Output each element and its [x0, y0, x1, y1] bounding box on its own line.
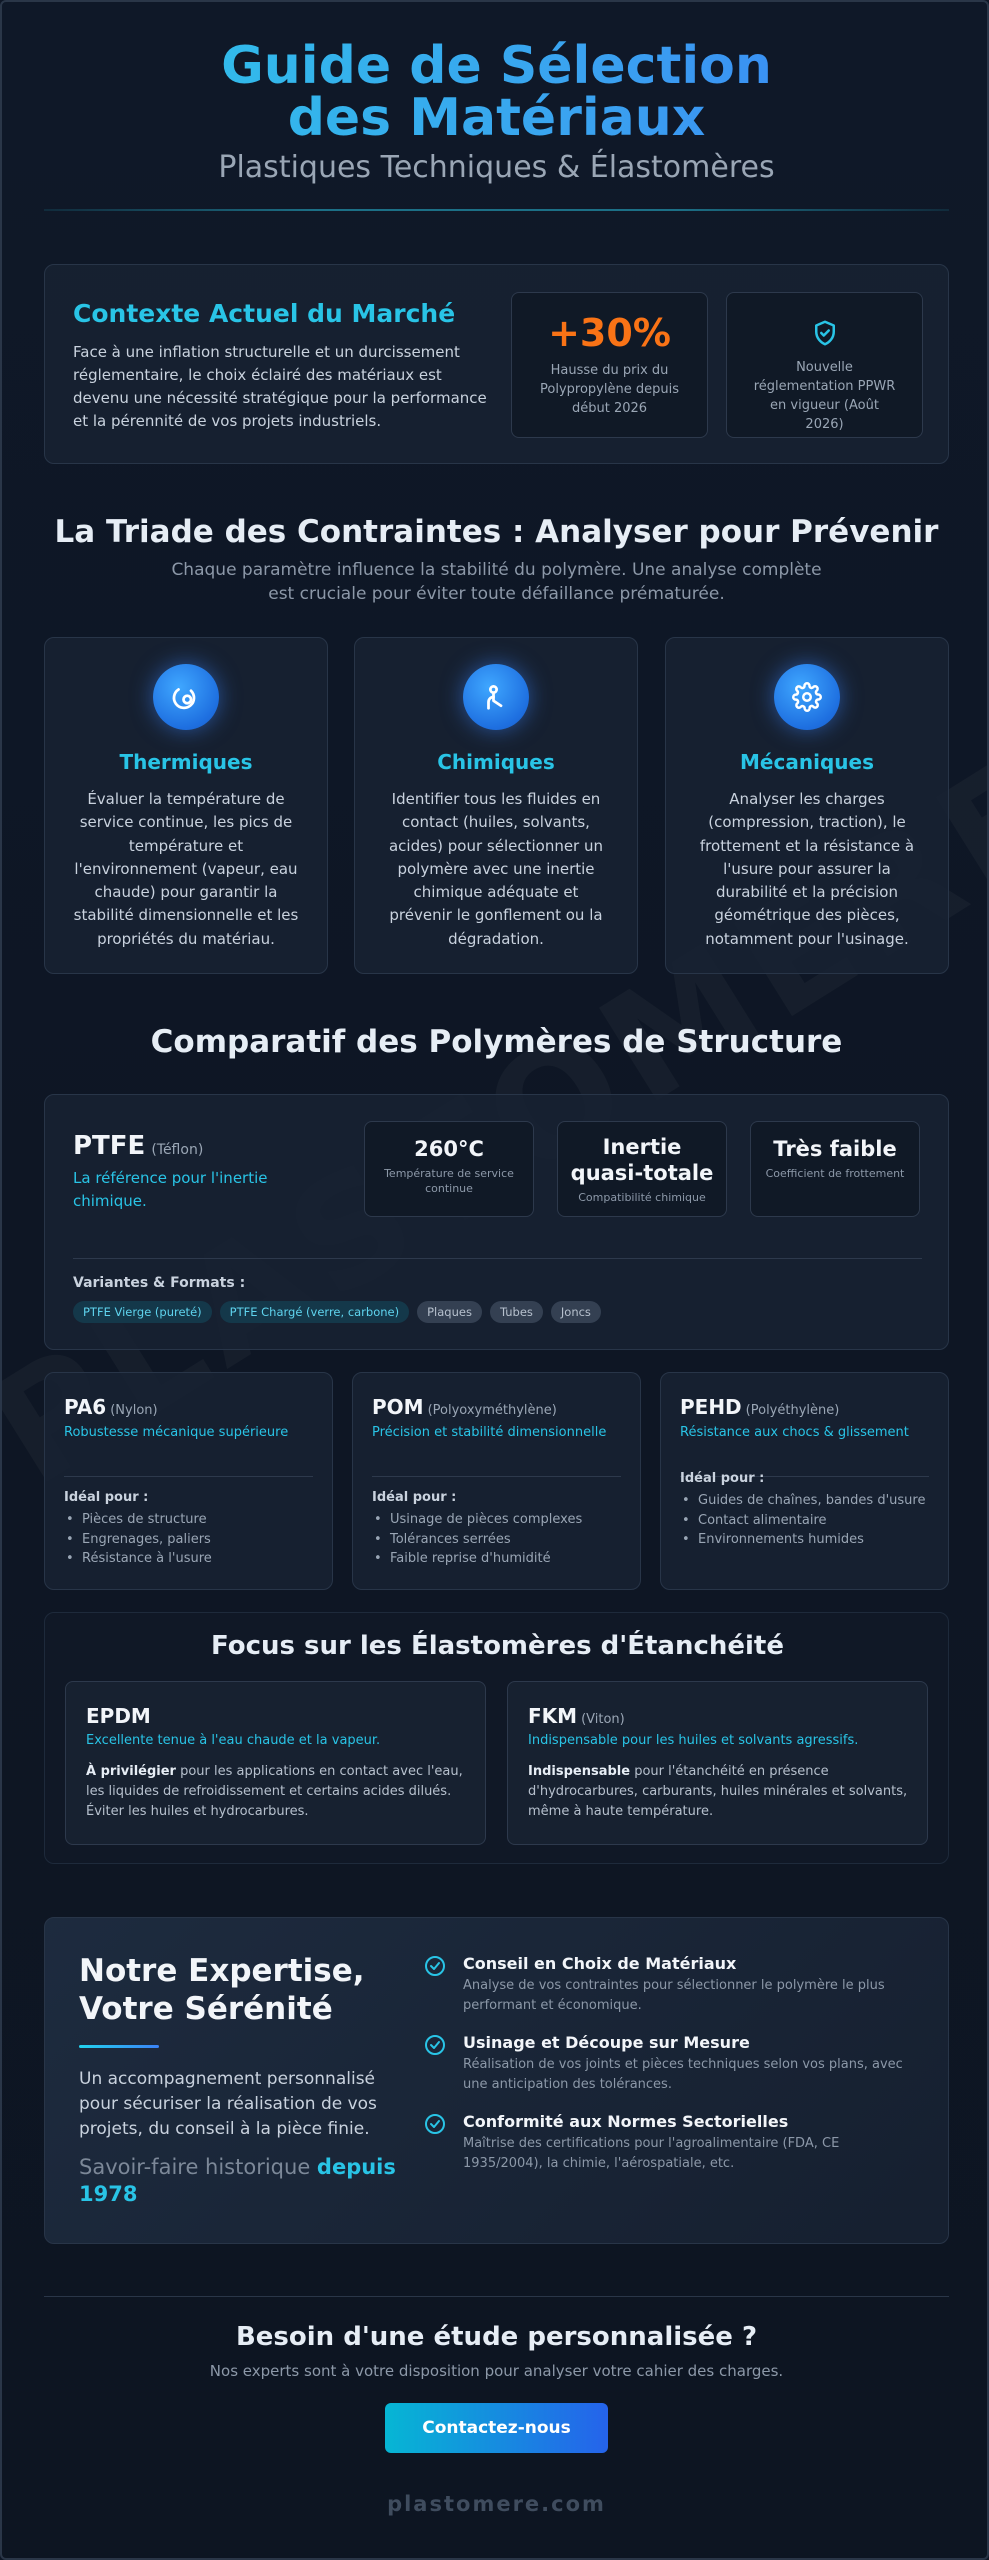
polymers-title: Comparatif des Polymères de Structure: [150, 1024, 843, 1060]
ideal-list: [64, 1510, 319, 1569]
ideal-list: [680, 1491, 935, 1550]
format-chip: Plaques: [417, 1301, 482, 1323]
variants-label: Variantes & Formats :: [73, 1275, 246, 1291]
elastomer-card-fkm: [507, 1681, 928, 1845]
triad-card-title: Chimiques: [437, 750, 555, 774]
since-prefix: Savoir-faire historique: [79, 2155, 317, 2179]
cta-subtitle: Nos experts sont à votre disposition pour analyser votre cahier des charges.: [209, 2362, 784, 2380]
polymer-tagline: Robustesse mécanique supérieure: [64, 1425, 289, 1440]
ideal-list: [372, 1510, 627, 1569]
ptfe-divider: [73, 1258, 922, 1259]
list-item: • Environnements humides: [680, 1530, 935, 1550]
polymer-card-pa6: [44, 1372, 333, 1590]
expertise-description: Un accompagnement personnalisé pour sécuriser la réalisation de vos projets, du conseil à la pièce finie.: [79, 2069, 377, 2139]
check-circle-icon: [423, 2033, 447, 2057]
elastomer-tagline: Indispensable pour les huiles et solvants agressifs.: [528, 1733, 859, 1748]
format-chip: Tubes: [490, 1301, 543, 1323]
ptfe-prop-friction: [750, 1121, 920, 1217]
triad-card-text: Analyser les charges (compression, traction), le frottement et la résistance à l'usure pour assurer la durabilité et la précision géométrique des pièces, notamment pour l'usinage.: [699, 790, 915, 948]
regulation-caption: Nouvelle réglementation PPWR en vigueur (Août 2026): [753, 360, 896, 432]
triad-card-title: Thermiques: [119, 750, 253, 774]
prop-label: Compatibilité chimique: [578, 1191, 706, 1204]
ptfe-prop-temperature: [364, 1121, 534, 1217]
triad-card-thermal: [44, 637, 328, 974]
polymer-name: [64, 1395, 158, 1419]
polymer-card-pom: [352, 1372, 641, 1590]
variant-chip: PTFE Chargé (verre, carbone): [220, 1301, 409, 1323]
list-item: • Tolérances serrées: [372, 1530, 627, 1550]
gear-icon: [774, 664, 840, 730]
footer-site[interactable]: plastomere.com: [387, 2492, 606, 2516]
flask-icon: [463, 664, 529, 730]
contact-button[interactable]: Contactez-nous: [385, 2403, 608, 2453]
shield-check-icon: [810, 318, 840, 348]
feature-text: Analyse de vos contraintes pour sélectionner le polymère le plus performant et économique.: [463, 1978, 885, 2013]
elastomers-section: [44, 1612, 949, 1864]
watermark: [0, 464, 989, 1519]
elastomer-alias: (Viton): [581, 1712, 625, 1727]
ptfe-tagline: La référence pour l'inertie chimique.: [73, 1169, 268, 1210]
ideal-label: Idéal pour :: [64, 1490, 149, 1505]
polymer-alias: (Nylon): [110, 1403, 158, 1418]
expertise-since: [79, 2154, 399, 2208]
list-item: • Contact alimentaire: [680, 1511, 935, 1531]
polymer-divider: [64, 1476, 313, 1477]
header-divider: [44, 209, 949, 211]
list-item: • Guides de chaînes, bandes d'usure: [680, 1491, 935, 1511]
list-item: • Pièces de structure: [64, 1510, 319, 1530]
variants-chips: [73, 1301, 601, 1323]
elastomer-text: [528, 1762, 918, 1822]
check-circle-icon: [423, 1954, 447, 1978]
elastomer-name: [86, 1704, 151, 1728]
variant-chip: PTFE Vierge (pureté): [73, 1301, 212, 1323]
polymer-name: [372, 1395, 557, 1419]
market-context-card: [44, 264, 949, 464]
ptfe-card: [44, 1094, 949, 1350]
polymer-alias: (Polyoxyméthylène): [427, 1403, 557, 1418]
triad-subtitle: Chaque paramètre influence la stabilité du polymère. Une analyse complète est cruciale pour éviter toute défaillance prématurée.: [171, 560, 822, 604]
feature-text: Maîtrise des certifications pour l'agroalimentaire (FDA, CE 1935/2004), la chimie, l'aérospatiale, etc.: [463, 2136, 840, 2171]
prop-value: Très faible: [773, 1137, 897, 1161]
ptfe-prop-chemical: [557, 1121, 727, 1217]
since-highlight: depuis 1978: [79, 2155, 396, 2206]
ptfe-alias: (Téflon): [151, 1142, 204, 1158]
elastomers-title: Focus sur les Élastomères d'Étanchéité: [211, 1631, 784, 1661]
ptfe-name-text: PTFE: [73, 1131, 146, 1161]
polymer-tagline: Résistance aux chocs & glissement: [680, 1425, 909, 1440]
page-subtitle: Plastiques Techniques & Élastomères: [218, 150, 775, 185]
elastomer-name: [528, 1704, 625, 1728]
triad-card-text: Évaluer la température de service continue, les pics de température et l'environnement (vapeur, eau chaude) pour garantir la stabilité dimensionnelle et les propriétés du matériau.: [73, 790, 299, 948]
list-item: • Résistance à l'usure: [64, 1549, 319, 1569]
elastomer-text: [86, 1762, 476, 1822]
market-title: Contexte Actuel du Marché: [73, 299, 456, 328]
expertise-title: Notre Expertise, Votre Sérénité: [79, 1953, 365, 2027]
prop-value: 260°C: [414, 1137, 484, 1161]
regulation-box: [726, 292, 923, 438]
feature-title: Conseil en Choix de Matériaux: [463, 1954, 737, 1973]
feature-text: Réalisation de vos joints et pièces techniques selon vos plans, avec une anticipation des tolérances.: [463, 2057, 903, 2092]
elastomer-card-epdm: [65, 1681, 486, 1845]
expertise-accent-bar: [79, 2045, 159, 2048]
price-stat-caption: Hausse du prix du Polypropylène depuis début 2026: [540, 363, 679, 416]
cta-divider: [44, 2296, 949, 2297]
feature-title: Conformité aux Normes Sectorielles: [463, 2112, 789, 2131]
price-stat-value: +30%: [548, 311, 671, 355]
elastomer-body: pour les applications en contact avec l'eau, les liquides de refroidissement et certains acides dilués. Éviter les huiles et hydrocarbures.: [86, 1764, 463, 1819]
prop-label: Coefficient de frottement: [765, 1167, 905, 1180]
market-text: Face à une inflation structurelle et un durcissement réglementaire, le choix éclairé des matériaux est devenu une nécessité stratégique pour la performance et la pérennité de vos projets industriels.: [73, 343, 487, 430]
list-item: • Usinage de pièces complexes: [372, 1510, 627, 1530]
thermometer-icon: [153, 664, 219, 730]
elastomer-name-text: EPDM: [86, 1704, 151, 1728]
expertise-card: [44, 1917, 949, 2244]
cta-title: Besoin d'une étude personnalisée ?: [235, 2322, 758, 2352]
format-chip: Joncs: [551, 1301, 601, 1323]
prop-value: Inertie quasi-totale: [570, 1135, 714, 1185]
polymer-alias: (Polyéthylène): [745, 1403, 840, 1418]
elastomer-lead: À privilégier: [86, 1764, 176, 1779]
triad-card-mechanical: [665, 637, 949, 974]
polymer-divider: [372, 1476, 621, 1477]
triad-card-title: Mécaniques: [740, 750, 874, 774]
page-title: Guide de Sélection des Matériaux: [44, 40, 949, 144]
elastomer-name-text: FKM: [528, 1704, 578, 1728]
polymer-name-text: PA6: [64, 1395, 107, 1419]
elastomer-tagline: Excellente tenue à l'eau chaude et la vapeur.: [86, 1733, 381, 1748]
prop-label: Température de service continue: [384, 1167, 514, 1195]
triad-card-chemical: [354, 637, 638, 974]
polymer-name: [680, 1395, 839, 1419]
triad-card-text: Identifier tous les fluides en contact (huiles, solvants, acides) pour sélectionner un polymère avec une inertie chimique adéquate et prévenir le gonflement ou la dégradation.: [388, 790, 604, 948]
polymer-tagline: Précision et stabilité dimensionnelle: [372, 1425, 607, 1440]
ptfe-name: [73, 1131, 203, 1161]
polymer-name-text: PEHD: [680, 1395, 742, 1419]
check-circle-icon: [423, 2112, 447, 2136]
page-header: [44, 36, 949, 185]
ideal-label: Idéal pour :: [680, 1471, 765, 1486]
list-item: • Engrenages, paliers: [64, 1530, 319, 1550]
price-stat-box: [511, 292, 708, 438]
polymer-card-pehd: [660, 1372, 949, 1590]
list-item: • Faible reprise d'humidité: [372, 1549, 627, 1569]
elastomer-body: pour l'étanchéité en présence d'hydrocarbures, carburants, huiles minérales et solvants, même à haute température.: [528, 1764, 908, 1819]
triad-title: La Triade des Contraintes : Analyser pour Prévenir: [54, 514, 939, 550]
polymer-name-text: POM: [372, 1395, 424, 1419]
feature-title: Usinage et Découpe sur Mesure: [463, 2033, 750, 2052]
ideal-label: Idéal pour :: [372, 1490, 457, 1505]
elastomer-lead: Indispensable: [528, 1764, 631, 1779]
